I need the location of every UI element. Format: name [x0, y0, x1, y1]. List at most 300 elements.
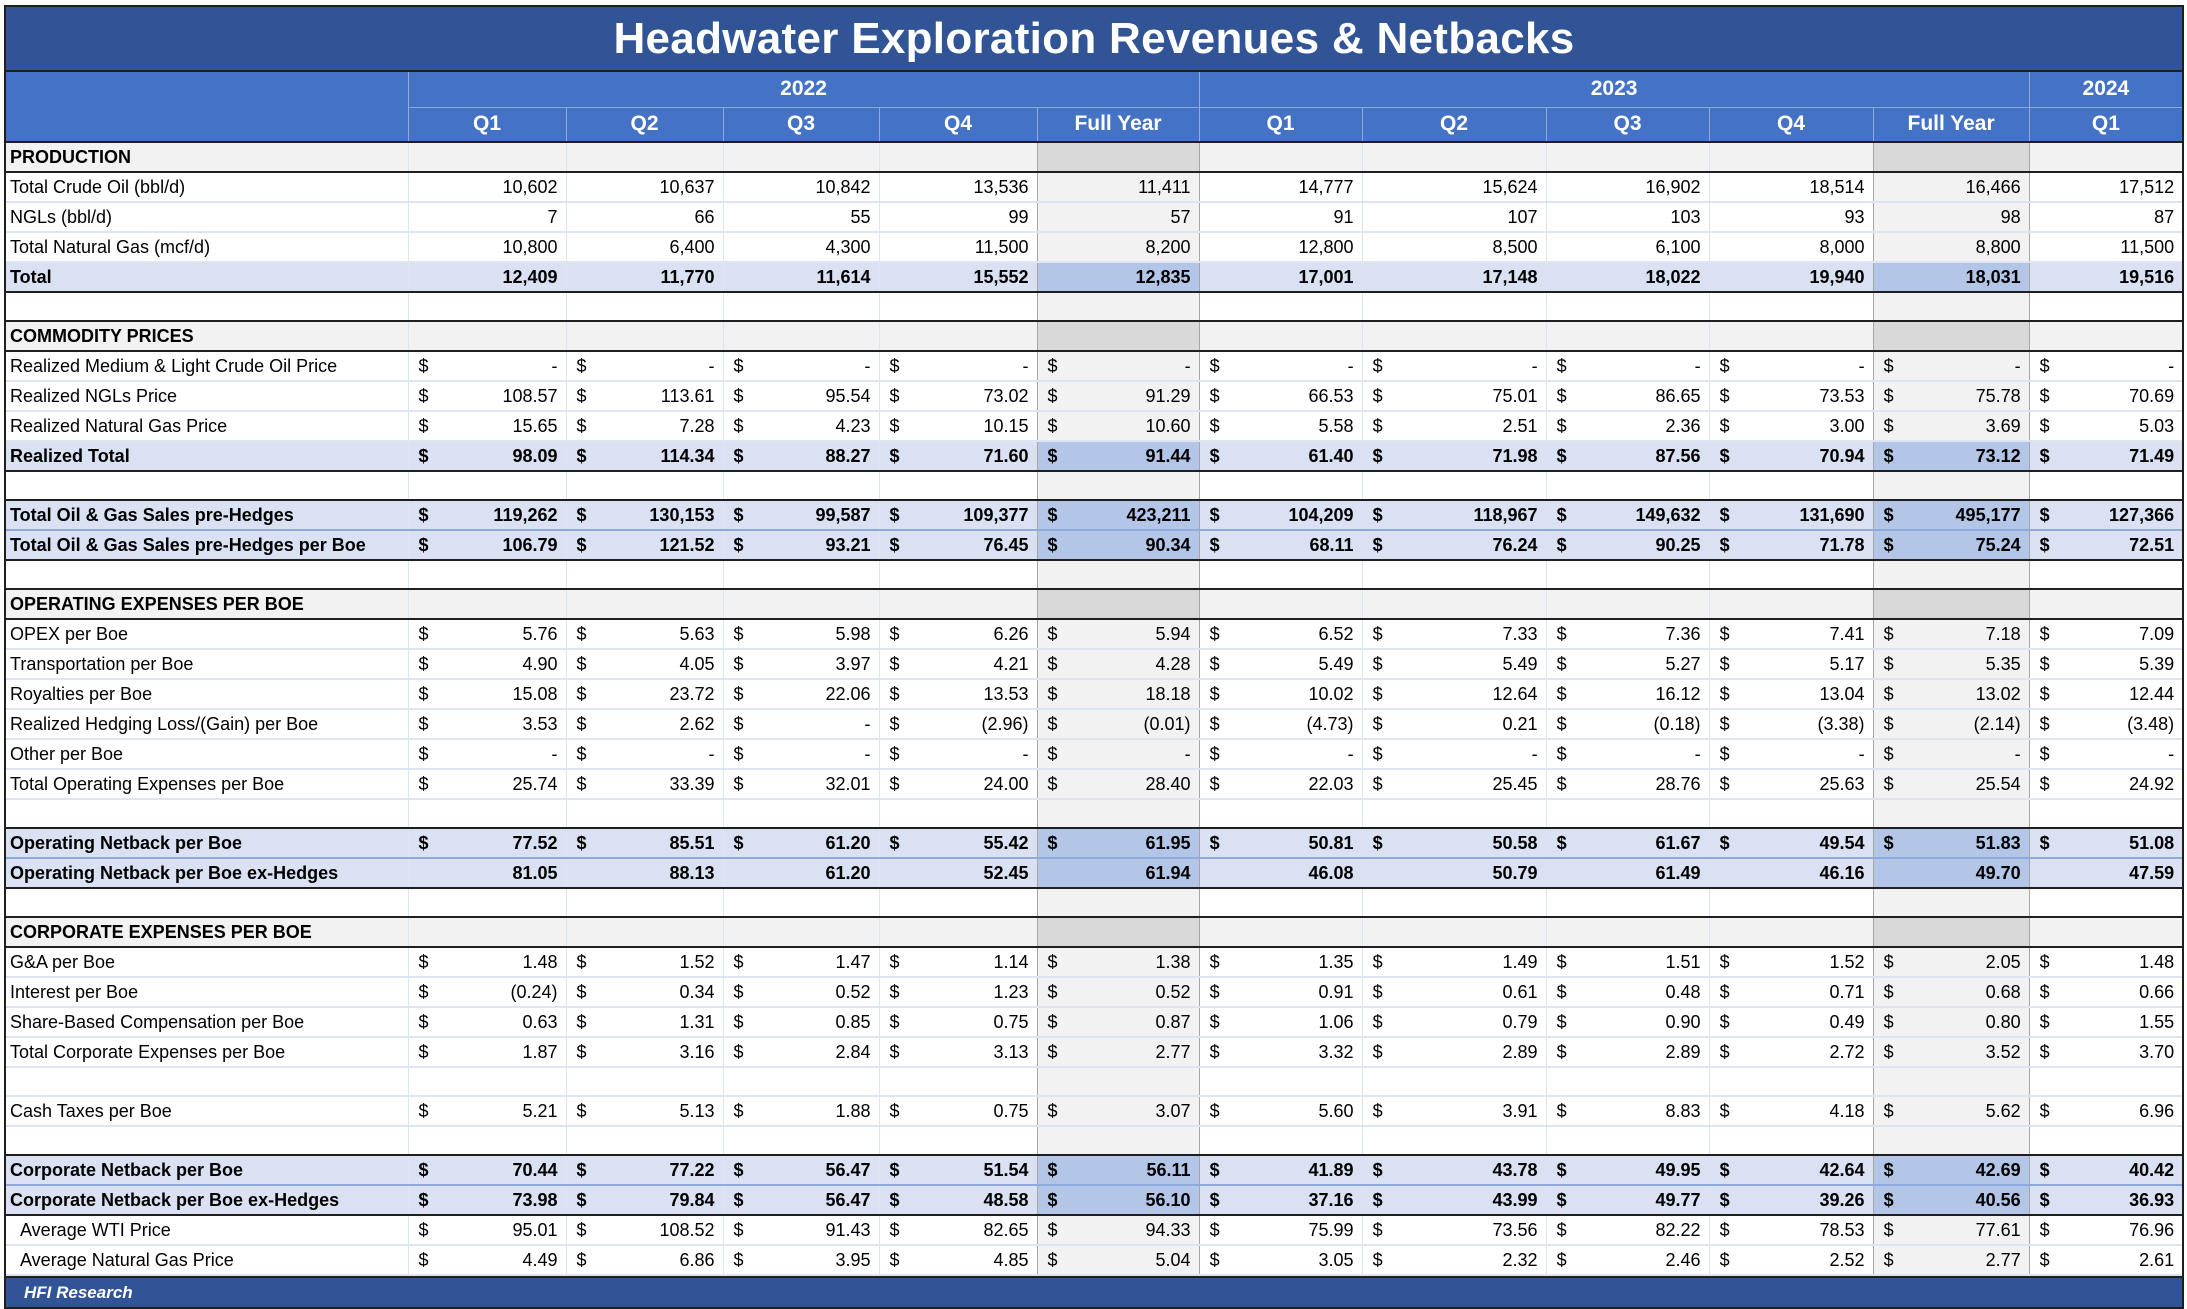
- empty-cell[interactable]: [1873, 917, 2029, 947]
- value-cell[interactable]: [1546, 1215, 1709, 1245]
- empty-cell[interactable]: [1873, 321, 2029, 351]
- value-cell[interactable]: [566, 500, 723, 530]
- value-cell[interactable]: [879, 977, 1037, 1007]
- value-cell[interactable]: [1709, 649, 1873, 679]
- empty-cell[interactable]: [2029, 292, 2182, 321]
- value-cell[interactable]: [2029, 1245, 2182, 1275]
- empty-cell[interactable]: [1199, 1126, 1362, 1155]
- value-cell[interactable]: [1709, 679, 1873, 709]
- empty-cell[interactable]: [566, 917, 723, 947]
- empty-cell[interactable]: [566, 799, 723, 828]
- value-cell[interactable]: [1362, 351, 1546, 381]
- value-cell[interactable]: [1873, 441, 2029, 471]
- value-cell[interactable]: [1709, 1155, 1873, 1185]
- empty-cell[interactable]: [2029, 917, 2182, 947]
- value-cell[interactable]: [723, 649, 879, 679]
- value-cell[interactable]: [1362, 381, 1546, 411]
- empty-cell[interactable]: [1546, 589, 1709, 619]
- value-cell[interactable]: [1199, 977, 1362, 1007]
- value-cell[interactable]: [1199, 172, 1362, 202]
- value-cell[interactable]: [1199, 828, 1362, 858]
- value-cell[interactable]: [723, 1185, 879, 1215]
- empty-cell[interactable]: [408, 142, 566, 172]
- empty-cell[interactable]: [1037, 560, 1199, 589]
- value-cell[interactable]: [1199, 1007, 1362, 1037]
- value-cell[interactable]: [1873, 1215, 2029, 1245]
- value-cell[interactable]: [1037, 411, 1199, 441]
- value-cell[interactable]: [1873, 1037, 2029, 1067]
- value-cell[interactable]: [1362, 679, 1546, 709]
- empty-cell[interactable]: [1709, 292, 1873, 321]
- empty-cell[interactable]: [1199, 888, 1362, 917]
- empty-cell[interactable]: [723, 292, 879, 321]
- empty-cell[interactable]: [408, 888, 566, 917]
- value-cell[interactable]: [1362, 262, 1546, 292]
- value-cell[interactable]: [1709, 441, 1873, 471]
- empty-cell[interactable]: [408, 321, 566, 351]
- value-cell[interactable]: [879, 232, 1037, 262]
- empty-cell[interactable]: [408, 1126, 566, 1155]
- value-cell[interactable]: [1873, 828, 2029, 858]
- value-cell[interactable]: [1362, 947, 1546, 977]
- value-cell[interactable]: [1873, 1007, 2029, 1037]
- value-cell[interactable]: [1546, 411, 1709, 441]
- value-cell[interactable]: [1546, 1037, 1709, 1067]
- value-cell[interactable]: [723, 739, 879, 769]
- value-cell[interactable]: [1709, 858, 1873, 888]
- empty-cell[interactable]: [1199, 292, 1362, 321]
- value-cell[interactable]: [879, 828, 1037, 858]
- value-cell[interactable]: [723, 351, 879, 381]
- value-cell[interactable]: [1199, 679, 1362, 709]
- empty-cell[interactable]: [1362, 560, 1546, 589]
- value-cell[interactable]: [1362, 1096, 1546, 1126]
- empty-cell[interactable]: [2029, 560, 2182, 589]
- value-cell[interactable]: [408, 679, 566, 709]
- value-cell[interactable]: [1709, 530, 1873, 560]
- empty-cell[interactable]: [1546, 888, 1709, 917]
- value-cell[interactable]: [1199, 232, 1362, 262]
- empty-cell[interactable]: [2029, 142, 2182, 172]
- value-cell[interactable]: [1546, 1096, 1709, 1126]
- value-cell[interactable]: [1546, 619, 1709, 649]
- empty-cell[interactable]: [723, 1126, 879, 1155]
- empty-cell[interactable]: [1709, 799, 1873, 828]
- value-cell[interactable]: [408, 441, 566, 471]
- value-cell[interactable]: [723, 1215, 879, 1245]
- empty-cell[interactable]: [879, 471, 1037, 500]
- empty-cell[interactable]: [723, 917, 879, 947]
- value-cell[interactable]: [1199, 202, 1362, 232]
- value-cell[interactable]: [1037, 1155, 1199, 1185]
- empty-cell[interactable]: [1199, 142, 1362, 172]
- empty-cell[interactable]: [1037, 471, 1199, 500]
- value-cell[interactable]: [879, 1096, 1037, 1126]
- value-cell[interactable]: [1037, 232, 1199, 262]
- empty-cell[interactable]: [1873, 471, 2029, 500]
- empty-cell[interactable]: [1709, 471, 1873, 500]
- value-cell[interactable]: [566, 977, 723, 1007]
- value-cell[interactable]: [408, 530, 566, 560]
- value-cell[interactable]: [2029, 1037, 2182, 1067]
- value-cell[interactable]: [1873, 351, 2029, 381]
- value-cell[interactable]: [2029, 947, 2182, 977]
- value-cell[interactable]: [1362, 619, 1546, 649]
- value-cell[interactable]: [1709, 1096, 1873, 1126]
- value-cell[interactable]: [1873, 679, 2029, 709]
- empty-cell[interactable]: [1546, 560, 1709, 589]
- empty-cell[interactable]: [1873, 1126, 2029, 1155]
- value-cell[interactable]: [408, 1037, 566, 1067]
- value-cell[interactable]: [566, 1037, 723, 1067]
- value-cell[interactable]: [2029, 530, 2182, 560]
- value-cell[interactable]: [1873, 530, 2029, 560]
- value-cell[interactable]: [566, 679, 723, 709]
- value-cell[interactable]: [1199, 1155, 1362, 1185]
- value-cell[interactable]: [1037, 977, 1199, 1007]
- value-cell[interactable]: [723, 262, 879, 292]
- value-cell[interactable]: [2029, 411, 2182, 441]
- value-cell[interactable]: [723, 828, 879, 858]
- value-cell[interactable]: [879, 679, 1037, 709]
- empty-cell[interactable]: [1873, 292, 2029, 321]
- empty-cell[interactable]: [2029, 321, 2182, 351]
- empty-cell[interactable]: [879, 1126, 1037, 1155]
- value-cell[interactable]: [1546, 441, 1709, 471]
- value-cell[interactable]: [1546, 381, 1709, 411]
- value-cell[interactable]: [566, 1155, 723, 1185]
- value-cell[interactable]: [566, 1185, 723, 1215]
- empty-cell[interactable]: [408, 471, 566, 500]
- value-cell[interactable]: [1037, 202, 1199, 232]
- value-cell[interactable]: [1546, 172, 1709, 202]
- value-cell[interactable]: [723, 709, 879, 739]
- value-cell[interactable]: [1199, 441, 1362, 471]
- value-cell[interactable]: [1362, 441, 1546, 471]
- value-cell[interactable]: [2029, 769, 2182, 799]
- empty-cell[interactable]: [566, 471, 723, 500]
- value-cell[interactable]: [1709, 828, 1873, 858]
- value-cell[interactable]: [1546, 649, 1709, 679]
- value-cell[interactable]: [2029, 619, 2182, 649]
- value-cell[interactable]: [1362, 500, 1546, 530]
- value-cell[interactable]: [566, 709, 723, 739]
- value-cell[interactable]: [879, 739, 1037, 769]
- value-cell[interactable]: [408, 1245, 566, 1275]
- value-cell[interactable]: [1362, 202, 1546, 232]
- value-cell[interactable]: [1362, 530, 1546, 560]
- value-cell[interactable]: [1709, 1245, 1873, 1275]
- value-cell[interactable]: [723, 769, 879, 799]
- value-cell[interactable]: [1037, 649, 1199, 679]
- value-cell[interactable]: [408, 619, 566, 649]
- value-cell[interactable]: [1199, 769, 1362, 799]
- value-cell[interactable]: [879, 441, 1037, 471]
- empty-cell[interactable]: [1709, 1067, 1873, 1096]
- value-cell[interactable]: [1546, 232, 1709, 262]
- value-cell[interactable]: [879, 411, 1037, 441]
- value-cell[interactable]: [566, 172, 723, 202]
- value-cell[interactable]: [1037, 1096, 1199, 1126]
- value-cell[interactable]: [879, 202, 1037, 232]
- value-cell[interactable]: [1873, 202, 2029, 232]
- value-cell[interactable]: [1546, 500, 1709, 530]
- empty-cell[interactable]: [879, 560, 1037, 589]
- value-cell[interactable]: [879, 262, 1037, 292]
- value-cell[interactable]: [879, 769, 1037, 799]
- empty-cell[interactable]: [1362, 142, 1546, 172]
- empty-cell[interactable]: [1709, 142, 1873, 172]
- empty-cell[interactable]: [566, 888, 723, 917]
- value-cell[interactable]: [408, 649, 566, 679]
- value-cell[interactable]: [1199, 1245, 1362, 1275]
- empty-cell[interactable]: [1546, 1126, 1709, 1155]
- empty-cell[interactable]: [723, 142, 879, 172]
- value-cell[interactable]: [723, 530, 879, 560]
- empty-cell[interactable]: [879, 142, 1037, 172]
- value-cell[interactable]: [1873, 1096, 2029, 1126]
- value-cell[interactable]: [1709, 739, 1873, 769]
- value-cell[interactable]: [1709, 381, 1873, 411]
- value-cell[interactable]: [566, 649, 723, 679]
- value-cell[interactable]: [1873, 619, 2029, 649]
- value-cell[interactable]: [566, 1245, 723, 1275]
- empty-cell[interactable]: [1037, 1067, 1199, 1096]
- value-cell[interactable]: [1873, 172, 2029, 202]
- value-cell[interactable]: [1037, 262, 1199, 292]
- value-cell[interactable]: [408, 1215, 566, 1245]
- empty-cell[interactable]: [723, 560, 879, 589]
- value-cell[interactable]: [1546, 977, 1709, 1007]
- value-cell[interactable]: [1199, 739, 1362, 769]
- value-cell[interactable]: [2029, 381, 2182, 411]
- value-cell[interactable]: [1709, 500, 1873, 530]
- empty-cell[interactable]: [1362, 888, 1546, 917]
- value-cell[interactable]: [1199, 381, 1362, 411]
- value-cell[interactable]: [1709, 202, 1873, 232]
- empty-cell[interactable]: [1037, 917, 1199, 947]
- value-cell[interactable]: [1362, 709, 1546, 739]
- value-cell[interactable]: [1199, 1037, 1362, 1067]
- value-cell[interactable]: [723, 441, 879, 471]
- value-cell[interactable]: [1709, 1007, 1873, 1037]
- empty-cell[interactable]: [1037, 292, 1199, 321]
- value-cell[interactable]: [879, 947, 1037, 977]
- empty-cell[interactable]: [1362, 292, 1546, 321]
- empty-cell[interactable]: [1362, 589, 1546, 619]
- value-cell[interactable]: [1037, 769, 1199, 799]
- value-cell[interactable]: [2029, 1155, 2182, 1185]
- value-cell[interactable]: [723, 947, 879, 977]
- value-cell[interactable]: [1037, 530, 1199, 560]
- empty-cell[interactable]: [408, 292, 566, 321]
- value-cell[interactable]: [1037, 1185, 1199, 1215]
- empty-cell[interactable]: [1362, 799, 1546, 828]
- empty-cell[interactable]: [723, 589, 879, 619]
- empty-cell[interactable]: [1709, 560, 1873, 589]
- value-cell[interactable]: [1709, 947, 1873, 977]
- value-cell[interactable]: [723, 1155, 879, 1185]
- empty-cell[interactable]: [1546, 471, 1709, 500]
- value-cell[interactable]: [1362, 649, 1546, 679]
- empty-cell[interactable]: [566, 1067, 723, 1096]
- value-cell[interactable]: [1546, 828, 1709, 858]
- value-cell[interactable]: [723, 172, 879, 202]
- value-cell[interactable]: [566, 1007, 723, 1037]
- empty-cell[interactable]: [1362, 1067, 1546, 1096]
- value-cell[interactable]: [408, 172, 566, 202]
- value-cell[interactable]: [723, 1096, 879, 1126]
- value-cell[interactable]: [1037, 351, 1199, 381]
- value-cell[interactable]: [2029, 739, 2182, 769]
- value-cell[interactable]: [1362, 977, 1546, 1007]
- value-cell[interactable]: [1546, 1007, 1709, 1037]
- empty-cell[interactable]: [1362, 1126, 1546, 1155]
- empty-cell[interactable]: [1546, 1067, 1709, 1096]
- empty-cell[interactable]: [1037, 142, 1199, 172]
- value-cell[interactable]: [1546, 1155, 1709, 1185]
- value-cell[interactable]: [723, 1007, 879, 1037]
- value-cell[interactable]: [566, 828, 723, 858]
- value-cell[interactable]: [1873, 1155, 2029, 1185]
- empty-cell[interactable]: [566, 142, 723, 172]
- value-cell[interactable]: [1199, 1215, 1362, 1245]
- value-cell[interactable]: [2029, 977, 2182, 1007]
- value-cell[interactable]: [1362, 769, 1546, 799]
- value-cell[interactable]: [1709, 232, 1873, 262]
- value-cell[interactable]: [1546, 1185, 1709, 1215]
- value-cell[interactable]: [1199, 709, 1362, 739]
- value-cell[interactable]: [1709, 769, 1873, 799]
- value-cell[interactable]: [1199, 649, 1362, 679]
- value-cell[interactable]: [2029, 500, 2182, 530]
- value-cell[interactable]: [2029, 709, 2182, 739]
- value-cell[interactable]: [1709, 351, 1873, 381]
- value-cell[interactable]: [1199, 500, 1362, 530]
- empty-cell[interactable]: [1709, 589, 1873, 619]
- value-cell[interactable]: [1199, 262, 1362, 292]
- value-cell[interactable]: [1362, 858, 1546, 888]
- value-cell[interactable]: [2029, 828, 2182, 858]
- value-cell[interactable]: [1362, 828, 1546, 858]
- value-cell[interactable]: [1709, 1215, 1873, 1245]
- value-cell[interactable]: [566, 232, 723, 262]
- empty-cell[interactable]: [879, 1067, 1037, 1096]
- value-cell[interactable]: [1873, 381, 2029, 411]
- value-cell[interactable]: [1362, 232, 1546, 262]
- value-cell[interactable]: [879, 172, 1037, 202]
- empty-cell[interactable]: [1362, 917, 1546, 947]
- value-cell[interactable]: [566, 1215, 723, 1245]
- value-cell[interactable]: [408, 232, 566, 262]
- value-cell[interactable]: [1709, 1185, 1873, 1215]
- value-cell[interactable]: [879, 1037, 1037, 1067]
- value-cell[interactable]: [408, 1185, 566, 1215]
- empty-cell[interactable]: [1199, 471, 1362, 500]
- value-cell[interactable]: [1546, 769, 1709, 799]
- value-cell[interactable]: [2029, 858, 2182, 888]
- value-cell[interactable]: [2029, 1096, 2182, 1126]
- empty-cell[interactable]: [2029, 888, 2182, 917]
- empty-cell[interactable]: [1362, 471, 1546, 500]
- value-cell[interactable]: [1037, 1215, 1199, 1245]
- value-cell[interactable]: [2029, 679, 2182, 709]
- value-cell[interactable]: [723, 411, 879, 441]
- empty-cell[interactable]: [1709, 321, 1873, 351]
- value-cell[interactable]: [566, 411, 723, 441]
- value-cell[interactable]: [1546, 530, 1709, 560]
- empty-cell[interactable]: [1546, 917, 1709, 947]
- value-cell[interactable]: [879, 500, 1037, 530]
- empty-cell[interactable]: [1362, 321, 1546, 351]
- empty-cell[interactable]: [723, 799, 879, 828]
- empty-cell[interactable]: [2029, 1067, 2182, 1096]
- value-cell[interactable]: [1873, 769, 2029, 799]
- value-cell[interactable]: [1362, 1037, 1546, 1067]
- empty-cell[interactable]: [1037, 1126, 1199, 1155]
- empty-cell[interactable]: [879, 292, 1037, 321]
- value-cell[interactable]: [1362, 739, 1546, 769]
- value-cell[interactable]: [1037, 947, 1199, 977]
- empty-cell[interactable]: [408, 589, 566, 619]
- value-cell[interactable]: [723, 232, 879, 262]
- value-cell[interactable]: [1873, 858, 2029, 888]
- empty-cell[interactable]: [1546, 799, 1709, 828]
- value-cell[interactable]: [566, 769, 723, 799]
- value-cell[interactable]: [1037, 1037, 1199, 1067]
- empty-cell[interactable]: [879, 321, 1037, 351]
- value-cell[interactable]: [1546, 739, 1709, 769]
- value-cell[interactable]: [1199, 411, 1362, 441]
- value-cell[interactable]: [723, 619, 879, 649]
- empty-cell[interactable]: [1873, 799, 2029, 828]
- value-cell[interactable]: [2029, 202, 2182, 232]
- value-cell[interactable]: [1873, 411, 2029, 441]
- value-cell[interactable]: [1037, 441, 1199, 471]
- value-cell[interactable]: [1873, 1245, 2029, 1275]
- value-cell[interactable]: [1709, 262, 1873, 292]
- value-cell[interactable]: [1709, 411, 1873, 441]
- value-cell[interactable]: [723, 858, 879, 888]
- value-cell[interactable]: [408, 1155, 566, 1185]
- empty-cell[interactable]: [1199, 799, 1362, 828]
- value-cell[interactable]: [1037, 619, 1199, 649]
- value-cell[interactable]: [2029, 441, 2182, 471]
- value-cell[interactable]: [2029, 1007, 2182, 1037]
- value-cell[interactable]: [1199, 947, 1362, 977]
- value-cell[interactable]: [1546, 858, 1709, 888]
- empty-cell[interactable]: [1709, 888, 1873, 917]
- empty-cell[interactable]: [879, 589, 1037, 619]
- value-cell[interactable]: [408, 500, 566, 530]
- value-cell[interactable]: [408, 977, 566, 1007]
- value-cell[interactable]: [723, 381, 879, 411]
- value-cell[interactable]: [566, 858, 723, 888]
- value-cell[interactable]: [1037, 1007, 1199, 1037]
- empty-cell[interactable]: [1037, 589, 1199, 619]
- value-cell[interactable]: [408, 947, 566, 977]
- value-cell[interactable]: [1873, 649, 2029, 679]
- value-cell[interactable]: [1362, 1007, 1546, 1037]
- value-cell[interactable]: [1037, 858, 1199, 888]
- value-cell[interactable]: [566, 739, 723, 769]
- value-cell[interactable]: [1709, 1037, 1873, 1067]
- value-cell[interactable]: [879, 1245, 1037, 1275]
- value-cell[interactable]: [1199, 619, 1362, 649]
- empty-cell[interactable]: [879, 888, 1037, 917]
- value-cell[interactable]: [566, 947, 723, 977]
- value-cell[interactable]: [566, 351, 723, 381]
